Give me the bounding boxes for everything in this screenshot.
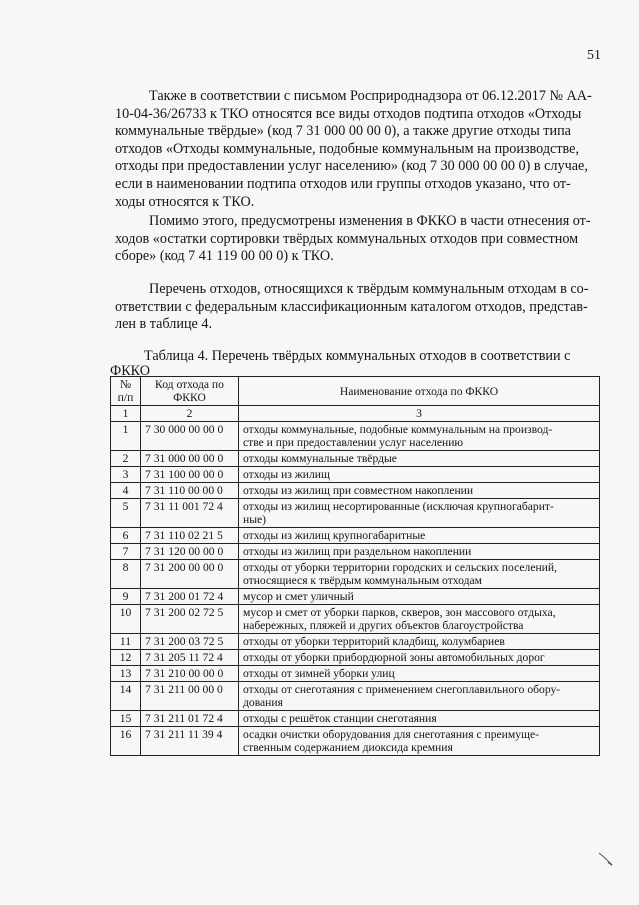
waste-name bbox=[239, 727, 600, 756]
waste-code: 7 30 000 00 00 0 bbox=[141, 422, 239, 451]
waste-name bbox=[239, 544, 600, 560]
waste-name bbox=[239, 634, 600, 650]
paragraph-fkko-changes bbox=[115, 213, 595, 266]
table-row bbox=[111, 451, 600, 467]
paragraph-line: коммунальные твёрдые» (код 7 31 000 00 00 0), а также другие отходы типа bbox=[115, 123, 571, 140]
table-row bbox=[111, 467, 600, 483]
row-number: 6 bbox=[111, 528, 141, 544]
table-row bbox=[111, 560, 600, 589]
table-row bbox=[111, 634, 600, 650]
table-row bbox=[111, 589, 600, 605]
index-cell-2: 2 bbox=[141, 406, 239, 422]
waste-name bbox=[239, 483, 600, 499]
waste-name-line: отходы из жилищ несортированные (исключая крупногабарит- bbox=[243, 500, 554, 513]
header-number-line-2: п/п bbox=[117, 391, 134, 404]
index-cell-3: 3 bbox=[239, 406, 600, 422]
row-number: 10 bbox=[111, 605, 141, 634]
index-cell-1: 1 bbox=[111, 406, 141, 422]
paragraph-line: Перечень отходов, относящихся к твёрдым коммунальным отходам в со- bbox=[149, 281, 589, 297]
waste-name-line: отходы из жилищ при совместном накоплении bbox=[243, 484, 474, 497]
paragraph-line: отходов «Отходы коммунальные, подобные коммунальным на производстве, bbox=[115, 140, 580, 157]
waste-name-line: мусор и смет от уборки парков, скверов, зон массового отдыха, bbox=[243, 606, 556, 619]
row-number: 2 bbox=[111, 451, 141, 467]
waste-name bbox=[239, 682, 600, 711]
waste-name-line: мусор и смет уличный bbox=[243, 590, 354, 603]
table-row bbox=[111, 605, 600, 634]
header-number-line-1: № bbox=[119, 378, 132, 391]
waste-name-line: отходы от уборки прибордюрной зоны автомобильных дорог bbox=[243, 651, 545, 664]
waste-name bbox=[239, 589, 600, 605]
row-number: 15 bbox=[111, 711, 141, 727]
paragraph-line: если в наименовании подтипа отходов или группы отходов указано, что от- bbox=[115, 175, 571, 192]
waste-code: 7 31 000 00 00 0 bbox=[141, 451, 239, 467]
paragraph-line: ходы относятся к ТКО. bbox=[115, 193, 255, 210]
table-row bbox=[111, 499, 600, 528]
table-row bbox=[111, 682, 600, 711]
paragraph-table-intro bbox=[115, 281, 595, 334]
paragraph-line: сборе» (код 7 41 119 00 00 0) к ТКО. bbox=[115, 248, 334, 265]
table-row bbox=[111, 422, 600, 451]
table-caption-line-2: ФККО bbox=[110, 363, 151, 379]
table-row bbox=[111, 650, 600, 666]
header-code-line-1: Код отхода по bbox=[155, 378, 224, 391]
waste-name-line: отходы от уборки территории городских и сельских поселений, bbox=[243, 561, 557, 574]
paragraph-line: лен в таблице 4. bbox=[115, 316, 213, 333]
waste-code: 7 31 200 02 72 5 bbox=[141, 605, 239, 634]
table-index-row bbox=[111, 406, 600, 422]
waste-name-line: дования bbox=[243, 696, 283, 709]
waste-code: 7 31 205 11 72 4 bbox=[141, 650, 239, 666]
header-name bbox=[239, 377, 600, 406]
page-number: 51 bbox=[587, 48, 601, 63]
waste-name-line: отходы с решёток станции снеготаяния bbox=[243, 712, 437, 725]
pen-mark bbox=[598, 852, 614, 866]
waste-name bbox=[239, 451, 600, 467]
table-row bbox=[111, 483, 600, 499]
waste-code: 7 31 210 00 00 0 bbox=[141, 666, 239, 682]
waste-name-line: отходы из жилищ при раздельном накоплении bbox=[243, 545, 472, 558]
row-number: 1 bbox=[111, 422, 141, 451]
waste-name bbox=[239, 528, 600, 544]
table-row bbox=[111, 544, 600, 560]
waste-code: 7 31 211 01 72 4 bbox=[141, 711, 239, 727]
table-row bbox=[111, 727, 600, 756]
waste-name-line: отходы коммунальные, подобные коммунальным на производ- bbox=[243, 423, 553, 436]
waste-name bbox=[239, 666, 600, 682]
row-number: 13 bbox=[111, 666, 141, 682]
row-number: 12 bbox=[111, 650, 141, 666]
waste-code: 7 31 11 001 72 4 bbox=[141, 499, 239, 528]
row-number: 9 bbox=[111, 589, 141, 605]
waste-name-line: набережных, пляжей и других объектов благоустройства bbox=[243, 619, 524, 632]
paragraph-line: Также в соответствии с письмом Росприроднадзора от 06.12.2017 № АА- bbox=[149, 88, 592, 104]
row-number: 5 bbox=[111, 499, 141, 528]
waste-name-line: отходы от зимней уборки улиц bbox=[243, 667, 395, 680]
waste-code: 7 31 110 02 21 5 bbox=[141, 528, 239, 544]
waste-code: 7 31 120 00 00 0 bbox=[141, 544, 239, 560]
header-code bbox=[141, 377, 239, 406]
waste-code: 7 31 100 00 00 0 bbox=[141, 467, 239, 483]
waste-code: 7 31 200 01 72 4 bbox=[141, 589, 239, 605]
table-body bbox=[111, 422, 600, 756]
header-name-line-1: Наименование отхода по ФККО bbox=[339, 384, 499, 398]
paragraph-line: ответствии с федеральным классификационным каталогом отходов, представ- bbox=[115, 298, 588, 315]
paragraph-line: Помимо этого, предусмотрены изменения в ФККО в части отнесения от- bbox=[149, 213, 591, 229]
waste-name bbox=[239, 499, 600, 528]
waste-name-line: ственным содержанием диоксида кремния bbox=[243, 741, 453, 754]
waste-name bbox=[239, 605, 600, 634]
waste-code: 7 31 200 00 00 0 bbox=[141, 560, 239, 589]
table-row bbox=[111, 666, 600, 682]
row-number: 14 bbox=[111, 682, 141, 711]
waste-code: 7 31 110 00 00 0 bbox=[141, 483, 239, 499]
waste-name-line: отходы коммунальные твёрдые bbox=[243, 452, 397, 465]
waste-name-line: отходы из жилищ крупногабаритные bbox=[243, 529, 426, 542]
paragraph-tko-letter bbox=[115, 88, 595, 211]
table-header-row bbox=[111, 377, 600, 406]
waste-name-line: осадки очистки оборудования для снеготаяния с преимуще- bbox=[243, 728, 539, 741]
row-number: 3 bbox=[111, 467, 141, 483]
header-code-line-2: ФККО bbox=[173, 391, 206, 404]
paragraph-line: отходы при предоставлении услуг населению» (код 7 30 000 00 00 0) в случае, bbox=[115, 158, 588, 175]
waste-name bbox=[239, 422, 600, 451]
row-number: 7 bbox=[111, 544, 141, 560]
waste-code: 7 31 211 11 39 4 bbox=[141, 727, 239, 756]
waste-name-line: относящиеся к твёрдым коммунальным отходам bbox=[243, 574, 482, 587]
waste-name bbox=[239, 560, 600, 589]
table-row bbox=[111, 528, 600, 544]
waste-name-line: отходы от уборки территорий кладбищ, колумбариев bbox=[243, 635, 505, 648]
table-row bbox=[111, 711, 600, 727]
row-number: 11 bbox=[111, 634, 141, 650]
row-number: 16 bbox=[111, 727, 141, 756]
waste-name-line: отходы из жилищ bbox=[243, 468, 330, 481]
waste-name-line: отходы от снеготаяния с применением снегоплавильного обору- bbox=[243, 683, 561, 696]
row-number: 8 bbox=[111, 560, 141, 589]
table-caption-line-1: Таблица 4. Перечень твёрдых коммунальных отходов в соответствии с bbox=[144, 348, 571, 364]
paragraph-line: 10-04-36/26733 к ТКО относятся все виды отходов подтипа отходов «Отходы bbox=[115, 105, 582, 122]
fkko-table bbox=[110, 376, 600, 756]
row-number: 4 bbox=[111, 483, 141, 499]
header-number bbox=[111, 377, 141, 406]
waste-name-line: стве и при предоставлении услуг населению bbox=[243, 436, 464, 449]
waste-name bbox=[239, 711, 600, 727]
waste-code: 7 31 200 03 72 5 bbox=[141, 634, 239, 650]
waste-name-line: ные) bbox=[243, 513, 267, 526]
waste-code: 7 31 211 00 00 0 bbox=[141, 682, 239, 711]
waste-name bbox=[239, 650, 600, 666]
table-caption bbox=[110, 349, 598, 379]
waste-name bbox=[239, 467, 600, 483]
paragraph-line: ходов «остатки сортировки твёрдых коммунальных отходов при совместном bbox=[115, 230, 579, 247]
